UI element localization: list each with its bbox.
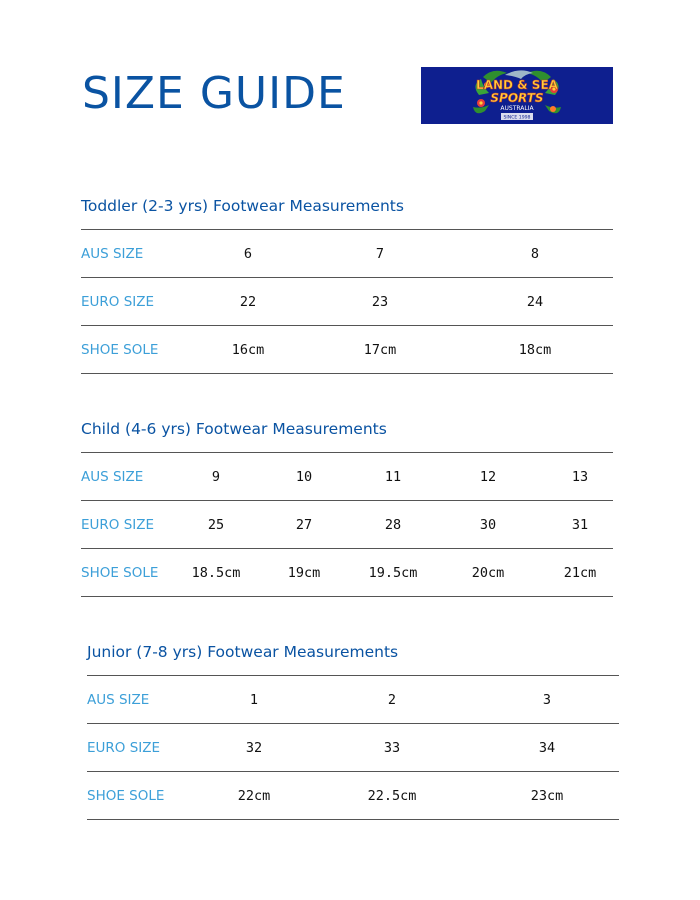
row-label: SHOE SOLE: [87, 772, 199, 820]
table-cell: 22.5cm: [309, 772, 475, 820]
table-row-aus-size: [81, 453, 613, 501]
table-cell: 30: [429, 501, 547, 549]
logo-text-top: LAND & SEA: [476, 78, 558, 92]
row-label: EURO SIZE: [81, 278, 193, 326]
table-cell: 18.5cm: [181, 549, 251, 597]
table-cell: 20cm: [429, 549, 547, 597]
table-cell: 9: [181, 453, 251, 501]
size-table-toddler: [81, 229, 613, 374]
table-cell: 17cm: [303, 326, 457, 374]
size-section-toddler: [81, 193, 613, 374]
table-cell: 25: [181, 501, 251, 549]
section-title: Junior (7-8 yrs) Footwear Measurements: [87, 643, 399, 661]
logo-text-sub: AUSTRALIA: [500, 105, 534, 112]
table-row-shoe-sole: [81, 326, 613, 374]
table-cell: 1: [199, 676, 309, 724]
table-cell: 22cm: [199, 772, 309, 820]
table-cell: 23: [303, 278, 457, 326]
row-label: EURO SIZE: [81, 501, 181, 549]
table-row-shoe-sole: [87, 772, 619, 820]
table-cell: 18cm: [457, 326, 613, 374]
table-row-aus-size: [81, 230, 613, 278]
table-row-aus-size: [87, 676, 619, 724]
section-title: Toddler (2-3 yrs) Footwear Measurements: [81, 197, 404, 215]
table-cell: 31: [547, 501, 613, 549]
table-cell: 6: [193, 230, 303, 278]
table-cell: 12: [429, 453, 547, 501]
logo-graphic: [421, 67, 613, 124]
size-section-child: [81, 416, 613, 597]
row-label: AUS SIZE: [87, 676, 199, 724]
logo-text-since: SINCE 1998: [503, 115, 531, 121]
size-section-junior: [87, 639, 619, 820]
table-row-euro-size: [87, 724, 619, 772]
table-cell: 23cm: [475, 772, 619, 820]
table-cell: 10: [251, 453, 357, 501]
table-row-euro-size: [81, 278, 613, 326]
table-cell: 11: [357, 453, 429, 501]
table-cell: 13: [547, 453, 613, 501]
row-label: AUS SIZE: [81, 453, 181, 501]
table-cell: 7: [303, 230, 457, 278]
table-cell: 8: [457, 230, 613, 278]
page-title: SIZE GUIDE: [82, 68, 346, 119]
section-title: Child (4-6 yrs) Footwear Measurements: [81, 420, 387, 438]
table-row-shoe-sole: [81, 549, 613, 597]
size-table-child: [81, 452, 613, 597]
table-cell: 22: [193, 278, 303, 326]
row-label: EURO SIZE: [87, 724, 199, 772]
table-cell: 32: [199, 724, 309, 772]
table-cell: 21cm: [547, 549, 613, 597]
table-cell: 27: [251, 501, 357, 549]
row-label: SHOE SOLE: [81, 549, 181, 597]
table-cell: 19cm: [251, 549, 357, 597]
table-cell: 2: [309, 676, 475, 724]
table-cell: 34: [475, 724, 619, 772]
row-label: SHOE SOLE: [81, 326, 193, 374]
table-row-euro-size: [81, 501, 613, 549]
table-cell: 19.5cm: [357, 549, 429, 597]
table-cell: 28: [357, 501, 429, 549]
table-cell: 33: [309, 724, 475, 772]
logo-text-main: SPORTS: [490, 91, 544, 105]
table-cell: 16cm: [193, 326, 303, 374]
table-cell: 24: [457, 278, 613, 326]
size-table-junior: [87, 675, 619, 820]
brand-logo: [421, 67, 613, 124]
row-label: AUS SIZE: [81, 230, 193, 278]
table-cell: 3: [475, 676, 619, 724]
